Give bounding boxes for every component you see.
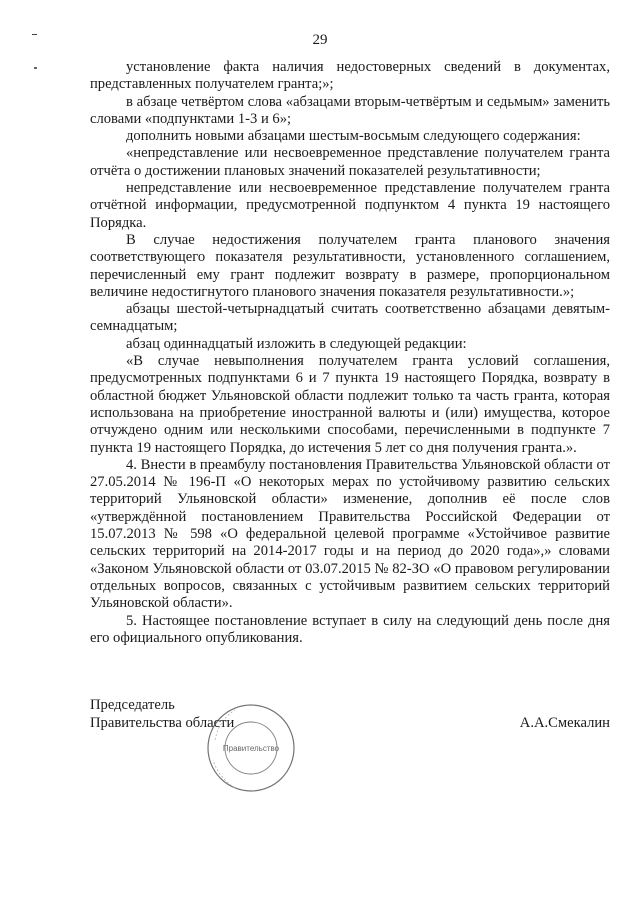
page-number: 29 [312,32,328,48]
signer-title-line1: Председатель [90,697,175,713]
paragraph: В случае недостижения получателем гранта планового значения соответствующего показателя результативности, установленного соглашением, перечисленный ему грант подлежит возврату в размере, пропорциональном величине недостигнутого планового значения показателя результативности.»; [90,231,610,300]
paragraph: абзацы шестой-четырнадцатый считать соответственно абзацами девятым-семнадцатым; [90,301,610,335]
official-stamp [205,700,297,795]
stamp-text: Правительство [222,744,280,753]
signer-title-line2: Правительства области [90,715,235,731]
paragraph: в абзаце четвёртом слова «абзацами вторым-четвёртым и седьмым» заменить словами «подпунктами 1-3 и 6»; [90,93,610,127]
paragraph: 4. Внести в преамбулу постановления Правительства Ульяновской области от 27.05.2014 № 196-П «О некоторых мерах по устойчивому развитию сельских территорий Ульяновской области» изменение, дополнив её после слов «утверждённой постановлением Правительства Российской Федерации от 15.07.2013 № 598 «О федеральной целевой программе «Устойчивое развитие сельских территорий на 2014-2017 годы и на период до 2020 года»,» словами «Законом Ульяновской области от 03.07.2015 № 82-ЗО «О правовом регулировании отдельных вопросов, связанных с устойчивым развитием сельских территорий Ульяновской области». [90,456,610,612]
scan-artifact [34,67,37,69]
paragraph: дополнить новыми абзацами шестым-восьмым следующего содержания: [126,128,581,145]
paragraph: непредставление или несвоевременное представление получателем гранта отчётной информации, предусмотренной подпунктом 4 пункта 19 настоящего Порядка. [90,180,610,231]
paragraph: «непредставление или несвоевременное представление получателем гранта отчёта о достижении плановых значений показателей результативности; [90,145,610,179]
paragraph: 5. Настоящее постановление вступает в силу на следующий день после дня его официального опубликования. [90,612,610,646]
paragraph: установление факта наличия недостоверных сведений в документах, представленных получателем гранта;»; [90,59,610,93]
paragraph: абзац одиннадцатый изложить в следующей редакции: [126,335,467,352]
document-body [90,59,610,647]
signature-block [90,696,610,732]
paragraph: «В случае невыполнения получателем гранта условий соглашения, предусмотренных подпунктами 6 и 7 пункта 19 настоящего Порядка, возврату в областной бюджет Ульяновской области подлежит только та часть гранта, которая использована на приобретение иностранной валюты и (или) имущества, которое отчуждено одним или несколькими способами, перечисленными в подпункте 7 пункта 19 настоящего Порядка, до истечения 5 лет со дня получения гранта.». [90,353,610,456]
signer-name: А.А.Смекалин [519,715,610,731]
